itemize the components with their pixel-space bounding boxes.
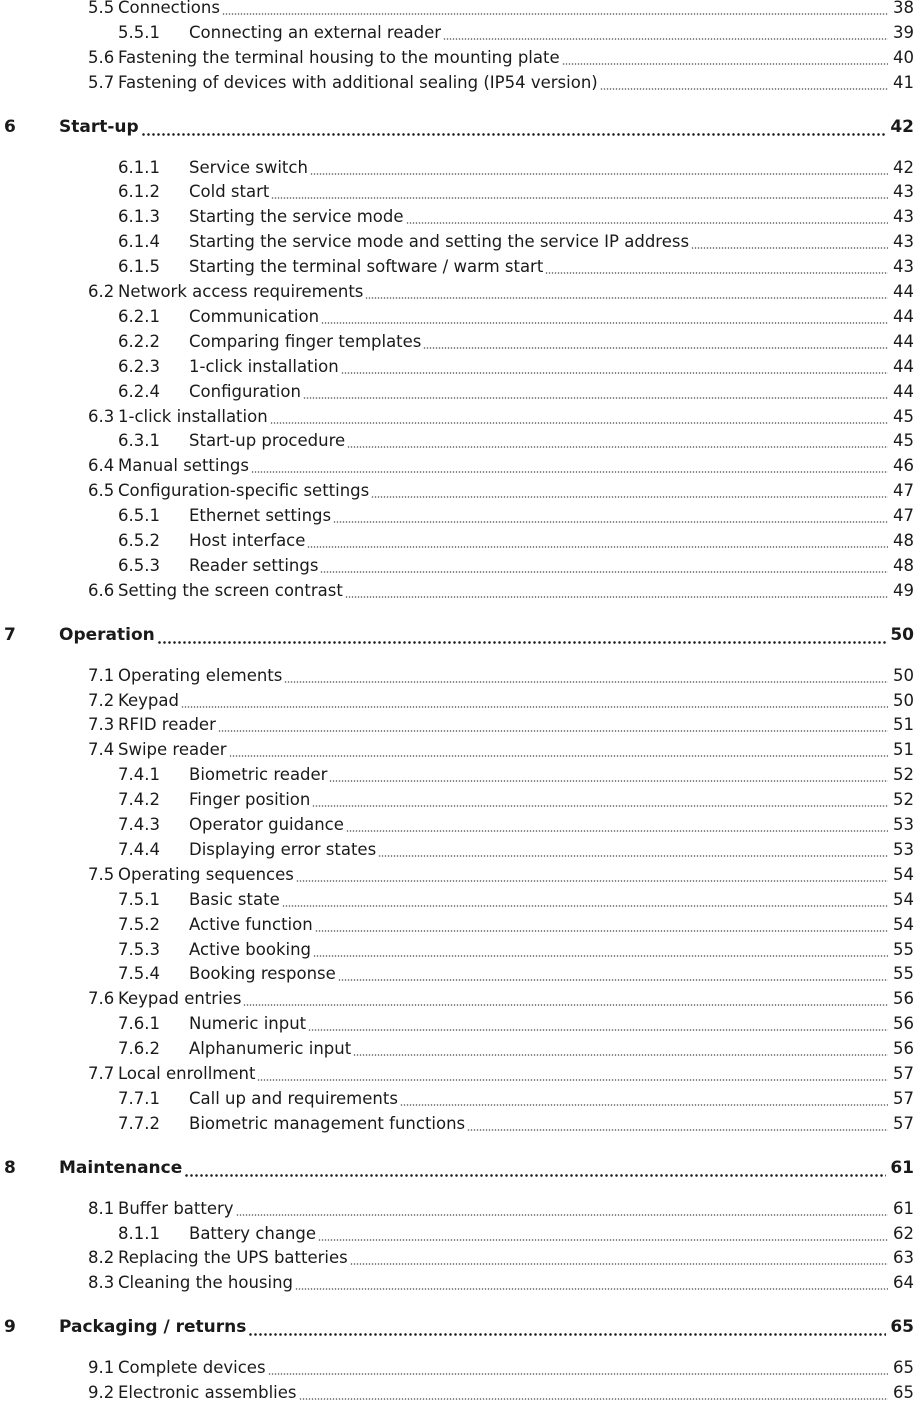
toc-subsection[interactable] [0, 1221, 914, 1246]
toc-number: 8.3 [88, 1273, 115, 1293]
toc-title: Complete devices [118, 1358, 266, 1378]
toc-title: Fastening of devices with additional sealing (IP54 version) [118, 72, 598, 92]
dot-leader [312, 805, 888, 807]
toc-number: 7.7.2 [118, 1113, 160, 1133]
toc-number: 7.4.4 [118, 839, 160, 859]
toc-title: Booking response [189, 964, 336, 984]
toc-page-number: 63 [893, 1248, 914, 1268]
toc-number: 7.6.2 [118, 1039, 160, 1059]
toc-title: Starting the terminal software / warm start [189, 257, 544, 277]
toc-number: 6.5.2 [118, 531, 160, 550]
toc-page-number: 48 [893, 531, 914, 550]
toc-number: 7.7 [88, 1064, 115, 1083]
toc-number: 6 [4, 116, 16, 137]
toc-number: 7.4 [88, 740, 115, 760]
dot-leader [271, 197, 888, 199]
dot-leader [321, 322, 888, 324]
toc-number: 6.3 [88, 406, 115, 426]
dot-leader [353, 1054, 888, 1056]
toc-section[interactable] [0, 1061, 914, 1086]
toc-title: Cleaning the housing [118, 1273, 294, 1293]
dot-leader [257, 1079, 888, 1081]
dot-leader [341, 372, 888, 374]
toc-number: 7.6 [88, 989, 115, 1009]
toc-chapter[interactable] [0, 623, 914, 648]
toc-subsection[interactable] [0, 428, 914, 453]
toc-subsection[interactable] [0, 155, 914, 180]
toc-page-number: 43 [893, 207, 914, 227]
toc-subsection[interactable] [0, 379, 914, 404]
toc-title: Starting the service mode and setting the service IP address [189, 232, 690, 252]
toc-number: 9 [4, 1317, 16, 1338]
toc-page-number: 44 [893, 306, 914, 326]
dot-leader [243, 1004, 888, 1006]
dot-leader [329, 780, 888, 782]
toc-title: Active booking [189, 939, 312, 959]
toc-page-number: 43 [893, 257, 914, 277]
toc-title: RFID reader [118, 715, 216, 735]
toc-number: 7.4.3 [118, 815, 160, 834]
toc-title: Operating sequences [118, 864, 294, 884]
toc-subsection[interactable] [0, 528, 914, 553]
toc-number: 5.5 [88, 0, 115, 17]
dot-leader [600, 88, 888, 90]
toc-page-number: 41 [893, 72, 914, 92]
toc-title: Swipe reader [118, 740, 227, 760]
toc-title: Keypad entries [118, 989, 242, 1009]
toc-page-number: 40 [893, 47, 914, 67]
toc-number: 7.2 [88, 690, 115, 710]
toc-page-number: 65 [890, 1317, 914, 1338]
toc-page-number: 44 [893, 282, 914, 301]
toc-number: 6.4 [88, 456, 115, 476]
toc-title: Local enrollment [118, 1064, 256, 1083]
toc-subsection[interactable] [0, 812, 914, 837]
toc-number: 6.1.3 [118, 207, 160, 227]
toc-number: 8.1.1 [118, 1223, 160, 1243]
dot-leader [423, 347, 888, 349]
dot-leader [315, 930, 888, 932]
toc-page-number: 51 [893, 740, 914, 760]
toc-page-number: 65 [893, 1383, 914, 1402]
toc-subsection[interactable] [0, 354, 914, 379]
dot-leader [320, 571, 888, 573]
toc-page-number: 39 [893, 22, 914, 42]
dot-leader [400, 1104, 888, 1106]
toc-number: 8 [4, 1157, 16, 1178]
toc-number: 7.6.1 [118, 1014, 160, 1034]
toc-page-number: 42 [890, 116, 914, 137]
toc-title: Operating elements [118, 665, 283, 685]
toc-title: 1-click installation [189, 356, 339, 376]
toc-number: 6.1.1 [118, 157, 160, 177]
toc-title: Finger position [189, 790, 311, 810]
toc-section[interactable] [0, 1196, 914, 1221]
toc-title: Cold start [189, 182, 270, 202]
toc-page-number: 65 [893, 1358, 914, 1378]
toc-subsection[interactable] [0, 887, 914, 912]
toc-subsection[interactable] [0, 1011, 914, 1036]
toc-number: 6.1.5 [118, 257, 160, 277]
dot-leader [295, 1288, 888, 1290]
toc-page-number: 50 [893, 690, 914, 710]
toc-title: Configuration [189, 381, 301, 401]
toc-page-number: 42 [893, 157, 914, 177]
toc-number: 9.2 [88, 1383, 115, 1402]
toc-number: 7.1 [88, 665, 115, 685]
toc-chapter[interactable] [0, 115, 914, 140]
dot-leader [562, 63, 888, 65]
dot-leader [347, 446, 888, 448]
toc-title: Manual settings [118, 456, 250, 476]
toc-title: Communication [189, 306, 320, 326]
toc-subsection[interactable] [0, 254, 914, 279]
dot-leader [371, 496, 888, 498]
toc-subsection[interactable] [0, 912, 914, 937]
dot-leader [691, 247, 888, 249]
toc-number: 6.5 [88, 481, 115, 501]
dot-leader [333, 521, 888, 523]
toc-section[interactable] [0, 70, 914, 95]
toc-subsection[interactable] [0, 961, 914, 986]
dot-leader [365, 297, 888, 299]
toc-number: 6.2.4 [118, 381, 160, 401]
dot-leader [338, 979, 888, 981]
toc-section[interactable] [0, 453, 914, 478]
toc-title: Keypad [118, 690, 179, 710]
toc-subsection[interactable] [0, 329, 914, 354]
toc-number: 6.5.3 [118, 555, 160, 575]
toc-number: 6.2.1 [118, 306, 160, 326]
toc-number: 9.1 [88, 1358, 115, 1378]
toc-number: 7 [4, 624, 16, 645]
dot-leader [345, 596, 888, 598]
toc-number: 7.5.4 [118, 964, 160, 984]
toc-section[interactable] [0, 1270, 914, 1295]
toc-title: Battery change [189, 1223, 317, 1243]
toc-title: Maintenance [59, 1157, 183, 1178]
toc-title: Setting the screen contrast [118, 580, 343, 600]
toc-section[interactable] [0, 1355, 914, 1380]
toc-number: 6.1.4 [118, 232, 160, 252]
dot-leader [236, 1214, 888, 1216]
toc-page-number: 45 [893, 431, 914, 451]
dot-leader [222, 13, 888, 15]
toc-section[interactable] [0, 688, 914, 713]
toc-title: Operation [59, 624, 155, 645]
toc-chapter[interactable] [0, 1315, 914, 1340]
toc-subsection[interactable] [0, 229, 914, 254]
toc-page-number: 55 [893, 964, 914, 984]
dot-leader [282, 905, 888, 907]
toc-number: 7.5.1 [118, 889, 160, 909]
dot-leader [284, 681, 888, 683]
toc-title: Start-up [59, 116, 139, 137]
toc-section[interactable] [0, 862, 914, 887]
dot-leader [467, 1129, 888, 1131]
toc-number: 6.2.3 [118, 356, 160, 376]
toc-section[interactable] [0, 737, 914, 762]
toc-subsection[interactable] [0, 1086, 914, 1111]
toc-title: Start-up procedure [189, 431, 346, 451]
toc-title: Service switch [189, 157, 308, 177]
toc-number: 5.6 [88, 47, 115, 67]
toc-title: Ethernet settings [189, 506, 332, 526]
toc-subsection[interactable] [0, 937, 914, 962]
toc-number: 7.5 [88, 864, 115, 884]
toc-page-number: 51 [893, 715, 914, 735]
toc-section[interactable] [0, 578, 914, 603]
toc-subsection[interactable] [0, 553, 914, 578]
dot-leader [443, 38, 888, 40]
toc-section[interactable] [0, 45, 914, 70]
toc-number: 7.4.2 [118, 790, 160, 810]
toc-title: 1-click installation [118, 406, 268, 426]
dot-leader [307, 546, 888, 548]
toc-page-number: 54 [893, 889, 914, 909]
toc-number: 6.5.1 [118, 506, 160, 526]
toc-number: 6.3.1 [118, 431, 160, 451]
dot-leader [218, 730, 888, 732]
toc-page-number: 57 [893, 1113, 914, 1133]
toc-page-number: 44 [893, 356, 914, 376]
toc-page-number: 50 [890, 624, 914, 645]
dot-leader [308, 1029, 888, 1031]
toc-page-number: 56 [893, 1039, 914, 1059]
dot-leader [157, 641, 886, 644]
dot-leader [296, 880, 888, 882]
toc-section[interactable] [0, 663, 914, 688]
dot-leader [248, 1333, 886, 1336]
dot-leader [299, 1398, 888, 1400]
toc-number: 8.1 [88, 1198, 115, 1218]
toc-number: 5.7 [88, 72, 115, 92]
toc-section[interactable] [0, 1380, 914, 1405]
toc-title: Reader settings [189, 555, 319, 575]
toc-title: Comparing finger templates [189, 331, 422, 351]
toc-number: 6.6 [88, 580, 115, 600]
toc-subsection[interactable] [0, 503, 914, 528]
toc-section[interactable] [0, 712, 914, 737]
toc-page-number: 57 [893, 1088, 914, 1108]
toc-title: Starting the service mode [189, 207, 404, 227]
dot-leader [318, 1239, 888, 1241]
toc-page-number: 44 [893, 331, 914, 351]
toc-subsection[interactable] [0, 837, 914, 862]
toc-title: Packaging / returns [59, 1317, 247, 1338]
toc-title: Fastening the terminal housing to the mounting plate [118, 47, 560, 67]
dot-leader [406, 222, 888, 224]
toc-subsection[interactable] [0, 787, 914, 812]
toc-subsection[interactable] [0, 762, 914, 787]
dot-leader [346, 830, 888, 832]
toc-title: Basic state [189, 889, 280, 909]
toc-number: 6.2 [88, 282, 115, 301]
dot-leader [303, 397, 888, 399]
toc-page-number: 47 [893, 481, 914, 501]
toc-page-number: 55 [893, 939, 914, 959]
toc-title: Numeric input [189, 1014, 307, 1034]
dot-leader [313, 955, 888, 957]
toc-section[interactable] [0, 404, 914, 429]
toc-number: 7.3 [88, 715, 115, 735]
toc-subsection[interactable] [0, 20, 914, 45]
toc-subsection[interactable] [0, 304, 914, 329]
dot-leader [251, 471, 888, 473]
toc-page-number: 48 [893, 555, 914, 575]
dot-leader [545, 272, 888, 274]
toc-subsection[interactable] [0, 1036, 914, 1061]
toc-title: Electronic assemblies [118, 1383, 297, 1402]
dot-leader [184, 1174, 886, 1177]
toc-page-number: 64 [893, 1273, 914, 1293]
toc-page-number: 53 [893, 839, 914, 859]
toc-page-number: 56 [893, 989, 914, 1009]
toc-title: Connecting an external reader [189, 22, 442, 42]
toc-page-number: 62 [893, 1223, 914, 1243]
dot-leader [268, 1373, 888, 1375]
toc-title: Connections [118, 0, 220, 17]
dot-leader [270, 422, 888, 424]
toc-page-number: 45 [893, 406, 914, 426]
toc-page-number: 47 [893, 506, 914, 526]
toc-page-number: 38 [893, 0, 914, 17]
toc-title: Active function [189, 914, 313, 934]
toc-title: Displaying error states [189, 839, 377, 859]
toc-title: Network access requirements [118, 282, 364, 301]
toc-title: Configuration-specific settings [118, 481, 370, 501]
toc-page-number: 61 [893, 1198, 914, 1218]
toc-section[interactable] [0, 0, 914, 20]
toc-number: 7.7.1 [118, 1088, 160, 1108]
toc-page-number: 57 [893, 1064, 914, 1083]
toc-page-number: 43 [893, 182, 914, 202]
toc-page-number: 44 [893, 381, 914, 401]
dot-leader [141, 133, 886, 136]
toc-title: Call up and requirements [189, 1088, 398, 1108]
toc-title: Biometric reader [189, 765, 328, 785]
toc-page-number: 52 [893, 790, 914, 810]
toc-section[interactable] [0, 986, 914, 1011]
dot-leader [350, 1263, 888, 1265]
toc-number: 7.5.2 [118, 914, 160, 934]
toc-title: Host interface [189, 531, 306, 550]
toc-page-number: 54 [893, 864, 914, 884]
toc-page-number: 49 [893, 580, 914, 600]
toc-number: 6.2.2 [118, 331, 160, 351]
dot-leader [181, 706, 888, 708]
toc-number: 8.2 [88, 1248, 115, 1268]
toc-page-number: 53 [893, 815, 914, 834]
dot-leader [229, 755, 888, 757]
toc-subsection[interactable] [0, 179, 914, 204]
toc-number: 6.1.2 [118, 182, 160, 202]
toc-number: 7.5.3 [118, 939, 160, 959]
toc-page-number: 54 [893, 914, 914, 934]
toc-section[interactable] [0, 279, 914, 304]
toc-title: Replacing the UPS batteries [118, 1248, 348, 1268]
toc-page-number: 43 [893, 232, 914, 252]
toc-title: Alphanumeric input [189, 1039, 352, 1059]
toc-page-number: 61 [890, 1157, 914, 1178]
toc-page-number: 46 [893, 456, 914, 476]
dot-leader [378, 855, 888, 857]
toc-subsection[interactable] [0, 204, 914, 229]
toc-title: Operator guidance [189, 815, 344, 834]
toc-section[interactable] [0, 1245, 914, 1270]
toc-subsection[interactable] [0, 1111, 914, 1136]
toc-title: Biometric management functions [189, 1113, 466, 1133]
toc-section[interactable] [0, 478, 914, 503]
toc-number: 5.5.1 [118, 22, 160, 42]
toc-page-number: 52 [893, 765, 914, 785]
toc-chapter[interactable] [0, 1156, 914, 1181]
dot-leader [310, 173, 888, 175]
toc-page-number: 50 [893, 665, 914, 685]
toc-title: Buffer battery [118, 1198, 234, 1218]
toc-page-number: 56 [893, 1014, 914, 1034]
toc-number: 7.4.1 [118, 765, 160, 785]
